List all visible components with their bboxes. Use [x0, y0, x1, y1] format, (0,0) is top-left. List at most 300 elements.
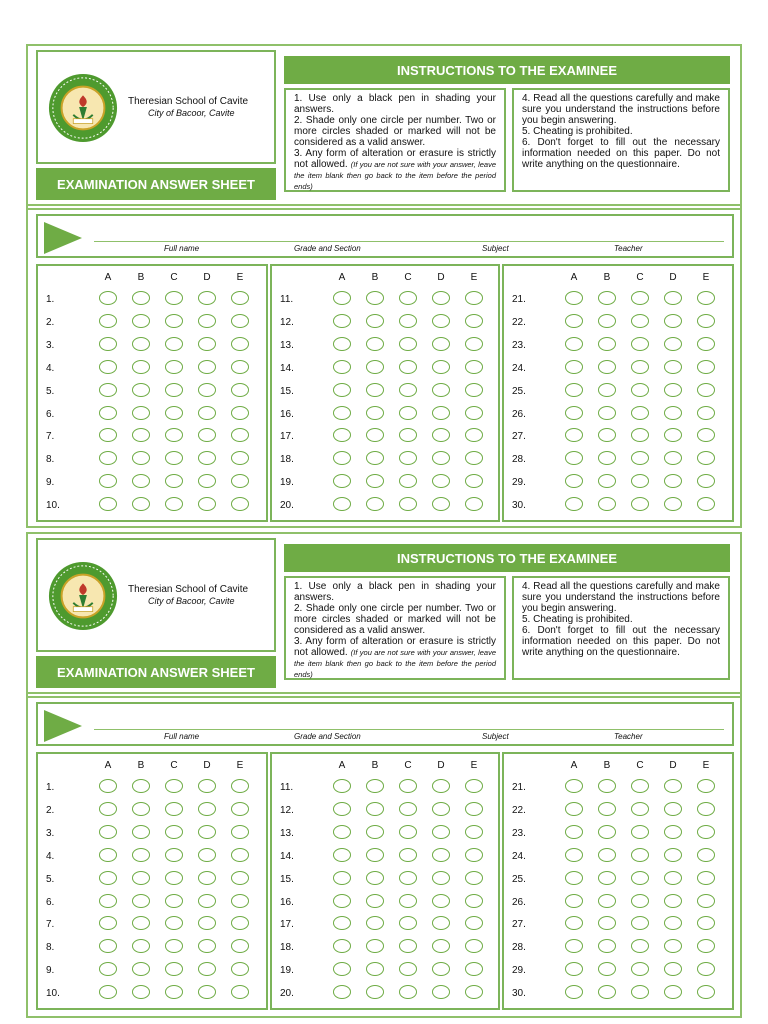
answer-bubble-c[interactable]	[165, 291, 183, 305]
answer-bubble-b[interactable]	[132, 916, 150, 930]
answer-bubble-d[interactable]	[432, 383, 450, 397]
answer-bubble-a[interactable]	[565, 291, 583, 305]
answer-bubble-d[interactable]	[432, 497, 450, 511]
answer-bubble-e[interactable]	[465, 428, 483, 442]
answer-bubble-d[interactable]	[198, 360, 216, 374]
answer-bubble-c[interactable]	[399, 802, 417, 816]
answer-bubble-d[interactable]	[198, 894, 216, 908]
answer-bubble-d[interactable]	[198, 802, 216, 816]
answer-bubble-a[interactable]	[333, 497, 351, 511]
answer-bubble-c[interactable]	[399, 314, 417, 328]
answer-bubble-b[interactable]	[366, 802, 384, 816]
answer-bubble-b[interactable]	[598, 291, 616, 305]
answer-bubble-e[interactable]	[465, 962, 483, 976]
answer-bubble-c[interactable]	[631, 406, 649, 420]
answer-bubble-c[interactable]	[399, 871, 417, 885]
answer-bubble-b[interactable]	[598, 802, 616, 816]
answer-bubble-e[interactable]	[697, 825, 715, 839]
answer-bubble-e[interactable]	[697, 779, 715, 793]
answer-bubble-d[interactable]	[664, 314, 682, 328]
answer-bubble-c[interactable]	[399, 474, 417, 488]
answer-bubble-a[interactable]	[99, 497, 117, 511]
answer-bubble-d[interactable]	[198, 337, 216, 351]
answer-bubble-c[interactable]	[165, 802, 183, 816]
answer-bubble-e[interactable]	[465, 497, 483, 511]
answer-bubble-e[interactable]	[231, 802, 249, 816]
answer-bubble-e[interactable]	[231, 939, 249, 953]
answer-bubble-e[interactable]	[697, 802, 715, 816]
answer-bubble-b[interactable]	[598, 451, 616, 465]
answer-bubble-a[interactable]	[565, 451, 583, 465]
answer-bubble-e[interactable]	[697, 314, 715, 328]
answer-bubble-c[interactable]	[631, 825, 649, 839]
answer-bubble-c[interactable]	[165, 497, 183, 511]
answer-bubble-d[interactable]	[664, 360, 682, 374]
answer-bubble-e[interactable]	[231, 985, 249, 999]
answer-bubble-c[interactable]	[399, 962, 417, 976]
answer-bubble-e[interactable]	[231, 779, 249, 793]
answer-bubble-b[interactable]	[132, 337, 150, 351]
answer-bubble-b[interactable]	[366, 337, 384, 351]
answer-bubble-d[interactable]	[664, 451, 682, 465]
answer-bubble-d[interactable]	[198, 497, 216, 511]
answer-bubble-a[interactable]	[99, 825, 117, 839]
answer-bubble-b[interactable]	[598, 383, 616, 397]
answer-bubble-c[interactable]	[631, 916, 649, 930]
answer-bubble-a[interactable]	[99, 337, 117, 351]
answer-bubble-e[interactable]	[231, 497, 249, 511]
answer-bubble-b[interactable]	[598, 848, 616, 862]
answer-bubble-a[interactable]	[99, 779, 117, 793]
answer-bubble-a[interactable]	[565, 985, 583, 999]
answer-bubble-a[interactable]	[333, 360, 351, 374]
answer-bubble-a[interactable]	[333, 871, 351, 885]
answer-bubble-d[interactable]	[432, 802, 450, 816]
answer-bubble-c[interactable]	[165, 894, 183, 908]
answer-bubble-d[interactable]	[198, 451, 216, 465]
answer-bubble-e[interactable]	[465, 406, 483, 420]
answer-bubble-c[interactable]	[165, 383, 183, 397]
answer-bubble-d[interactable]	[664, 428, 682, 442]
answer-bubble-c[interactable]	[399, 428, 417, 442]
answer-bubble-a[interactable]	[333, 825, 351, 839]
answer-bubble-c[interactable]	[165, 360, 183, 374]
answer-bubble-c[interactable]	[631, 428, 649, 442]
answer-bubble-a[interactable]	[565, 474, 583, 488]
answer-bubble-c[interactable]	[399, 451, 417, 465]
answer-bubble-a[interactable]	[565, 871, 583, 885]
answer-bubble-a[interactable]	[333, 291, 351, 305]
answer-bubble-e[interactable]	[231, 337, 249, 351]
answer-bubble-c[interactable]	[631, 779, 649, 793]
answer-bubble-b[interactable]	[132, 985, 150, 999]
answer-bubble-e[interactable]	[465, 779, 483, 793]
answer-bubble-d[interactable]	[198, 779, 216, 793]
answer-bubble-e[interactable]	[697, 406, 715, 420]
answer-bubble-d[interactable]	[198, 916, 216, 930]
answer-bubble-a[interactable]	[99, 985, 117, 999]
answer-bubble-d[interactable]	[432, 916, 450, 930]
answer-bubble-b[interactable]	[598, 360, 616, 374]
answer-bubble-b[interactable]	[366, 779, 384, 793]
answer-bubble-c[interactable]	[631, 894, 649, 908]
answer-bubble-a[interactable]	[333, 962, 351, 976]
answer-bubble-d[interactable]	[664, 337, 682, 351]
answer-bubble-c[interactable]	[399, 916, 417, 930]
answer-bubble-b[interactable]	[132, 848, 150, 862]
answer-bubble-d[interactable]	[664, 406, 682, 420]
answer-bubble-d[interactable]	[432, 406, 450, 420]
answer-bubble-e[interactable]	[465, 916, 483, 930]
answer-bubble-b[interactable]	[366, 894, 384, 908]
answer-bubble-a[interactable]	[333, 451, 351, 465]
answer-bubble-e[interactable]	[697, 916, 715, 930]
answer-bubble-b[interactable]	[598, 779, 616, 793]
info-line[interactable]	[94, 241, 724, 242]
answer-bubble-c[interactable]	[631, 474, 649, 488]
answer-bubble-a[interactable]	[99, 802, 117, 816]
answer-bubble-d[interactable]	[432, 939, 450, 953]
answer-bubble-d[interactable]	[198, 383, 216, 397]
answer-bubble-d[interactable]	[664, 894, 682, 908]
answer-bubble-b[interactable]	[366, 314, 384, 328]
answer-bubble-d[interactable]	[432, 291, 450, 305]
answer-bubble-c[interactable]	[399, 825, 417, 839]
answer-bubble-e[interactable]	[231, 962, 249, 976]
answer-bubble-e[interactable]	[697, 474, 715, 488]
answer-bubble-a[interactable]	[565, 848, 583, 862]
answer-bubble-c[interactable]	[631, 337, 649, 351]
answer-bubble-a[interactable]	[565, 825, 583, 839]
answer-bubble-d[interactable]	[664, 825, 682, 839]
answer-bubble-b[interactable]	[598, 497, 616, 511]
answer-bubble-c[interactable]	[631, 497, 649, 511]
answer-bubble-c[interactable]	[399, 291, 417, 305]
answer-bubble-a[interactable]	[99, 428, 117, 442]
answer-bubble-c[interactable]	[631, 985, 649, 999]
answer-bubble-e[interactable]	[231, 894, 249, 908]
answer-bubble-e[interactable]	[465, 985, 483, 999]
answer-bubble-b[interactable]	[132, 871, 150, 885]
answer-bubble-c[interactable]	[165, 825, 183, 839]
answer-bubble-e[interactable]	[231, 291, 249, 305]
answer-bubble-e[interactable]	[697, 871, 715, 885]
answer-bubble-e[interactable]	[697, 497, 715, 511]
answer-bubble-d[interactable]	[664, 985, 682, 999]
answer-bubble-b[interactable]	[598, 871, 616, 885]
answer-bubble-c[interactable]	[165, 871, 183, 885]
answer-bubble-a[interactable]	[565, 428, 583, 442]
answer-bubble-a[interactable]	[565, 314, 583, 328]
answer-bubble-a[interactable]	[333, 428, 351, 442]
answer-bubble-a[interactable]	[99, 871, 117, 885]
answer-bubble-b[interactable]	[366, 383, 384, 397]
answer-bubble-b[interactable]	[598, 962, 616, 976]
answer-bubble-a[interactable]	[333, 779, 351, 793]
answer-bubble-b[interactable]	[132, 939, 150, 953]
answer-bubble-c[interactable]	[631, 962, 649, 976]
answer-bubble-a[interactable]	[333, 406, 351, 420]
answer-bubble-b[interactable]	[132, 451, 150, 465]
answer-bubble-d[interactable]	[198, 962, 216, 976]
answer-bubble-d[interactable]	[432, 871, 450, 885]
answer-bubble-c[interactable]	[165, 848, 183, 862]
answer-bubble-c[interactable]	[399, 337, 417, 351]
answer-bubble-a[interactable]	[333, 802, 351, 816]
answer-bubble-d[interactable]	[198, 825, 216, 839]
answer-bubble-b[interactable]	[132, 962, 150, 976]
answer-bubble-e[interactable]	[697, 939, 715, 953]
answer-bubble-c[interactable]	[165, 314, 183, 328]
answer-bubble-a[interactable]	[333, 314, 351, 328]
answer-bubble-a[interactable]	[99, 360, 117, 374]
answer-bubble-b[interactable]	[366, 428, 384, 442]
answer-bubble-e[interactable]	[465, 314, 483, 328]
answer-bubble-c[interactable]	[165, 451, 183, 465]
answer-bubble-e[interactable]	[697, 962, 715, 976]
answer-bubble-c[interactable]	[165, 779, 183, 793]
answer-bubble-e[interactable]	[697, 985, 715, 999]
answer-bubble-b[interactable]	[366, 825, 384, 839]
answer-bubble-a[interactable]	[99, 848, 117, 862]
answer-bubble-e[interactable]	[465, 451, 483, 465]
answer-bubble-c[interactable]	[165, 474, 183, 488]
answer-bubble-c[interactable]	[165, 337, 183, 351]
answer-bubble-d[interactable]	[198, 848, 216, 862]
answer-bubble-b[interactable]	[132, 383, 150, 397]
answer-bubble-a[interactable]	[99, 939, 117, 953]
answer-bubble-c[interactable]	[165, 939, 183, 953]
answer-bubble-e[interactable]	[231, 474, 249, 488]
answer-bubble-a[interactable]	[565, 779, 583, 793]
answer-bubble-e[interactable]	[465, 474, 483, 488]
answer-bubble-e[interactable]	[697, 337, 715, 351]
answer-bubble-a[interactable]	[333, 985, 351, 999]
answer-bubble-b[interactable]	[132, 314, 150, 328]
answer-bubble-a[interactable]	[99, 406, 117, 420]
answer-bubble-e[interactable]	[465, 894, 483, 908]
answer-bubble-c[interactable]	[165, 428, 183, 442]
answer-bubble-d[interactable]	[664, 962, 682, 976]
answer-bubble-d[interactable]	[664, 871, 682, 885]
answer-bubble-b[interactable]	[598, 916, 616, 930]
answer-bubble-c[interactable]	[399, 894, 417, 908]
answer-bubble-d[interactable]	[198, 939, 216, 953]
answer-bubble-d[interactable]	[664, 779, 682, 793]
answer-bubble-a[interactable]	[565, 497, 583, 511]
answer-bubble-e[interactable]	[465, 939, 483, 953]
answer-bubble-d[interactable]	[432, 825, 450, 839]
answer-bubble-e[interactable]	[697, 383, 715, 397]
answer-bubble-c[interactable]	[399, 497, 417, 511]
answer-bubble-d[interactable]	[432, 779, 450, 793]
answer-bubble-b[interactable]	[598, 474, 616, 488]
answer-bubble-e[interactable]	[465, 848, 483, 862]
answer-bubble-a[interactable]	[99, 962, 117, 976]
info-line[interactable]	[94, 729, 724, 730]
answer-bubble-a[interactable]	[99, 314, 117, 328]
answer-bubble-d[interactable]	[664, 383, 682, 397]
answer-bubble-b[interactable]	[366, 985, 384, 999]
answer-bubble-d[interactable]	[664, 497, 682, 511]
answer-bubble-d[interactable]	[432, 894, 450, 908]
answer-bubble-e[interactable]	[231, 360, 249, 374]
answer-bubble-a[interactable]	[99, 451, 117, 465]
answer-bubble-a[interactable]	[333, 894, 351, 908]
answer-bubble-e[interactable]	[231, 314, 249, 328]
answer-bubble-a[interactable]	[333, 848, 351, 862]
answer-bubble-a[interactable]	[333, 337, 351, 351]
answer-bubble-b[interactable]	[366, 451, 384, 465]
answer-bubble-b[interactable]	[366, 939, 384, 953]
answer-bubble-e[interactable]	[465, 291, 483, 305]
answer-bubble-e[interactable]	[697, 894, 715, 908]
answer-bubble-b[interactable]	[132, 474, 150, 488]
answer-bubble-d[interactable]	[432, 451, 450, 465]
answer-bubble-e[interactable]	[231, 451, 249, 465]
answer-bubble-a[interactable]	[99, 383, 117, 397]
answer-bubble-c[interactable]	[631, 314, 649, 328]
answer-bubble-e[interactable]	[231, 406, 249, 420]
answer-bubble-d[interactable]	[664, 291, 682, 305]
answer-bubble-e[interactable]	[231, 848, 249, 862]
answer-bubble-e[interactable]	[697, 848, 715, 862]
answer-bubble-a[interactable]	[565, 962, 583, 976]
answer-bubble-e[interactable]	[465, 383, 483, 397]
answer-bubble-c[interactable]	[631, 848, 649, 862]
answer-bubble-e[interactable]	[231, 916, 249, 930]
answer-bubble-d[interactable]	[432, 474, 450, 488]
answer-bubble-b[interactable]	[366, 871, 384, 885]
answer-bubble-d[interactable]	[198, 428, 216, 442]
answer-bubble-a[interactable]	[565, 337, 583, 351]
answer-bubble-b[interactable]	[598, 894, 616, 908]
answer-bubble-b[interactable]	[132, 428, 150, 442]
answer-bubble-d[interactable]	[432, 360, 450, 374]
answer-bubble-a[interactable]	[99, 291, 117, 305]
answer-bubble-b[interactable]	[366, 497, 384, 511]
answer-bubble-a[interactable]	[333, 383, 351, 397]
answer-bubble-a[interactable]	[333, 474, 351, 488]
answer-bubble-a[interactable]	[99, 474, 117, 488]
answer-bubble-e[interactable]	[465, 360, 483, 374]
answer-bubble-c[interactable]	[399, 848, 417, 862]
answer-bubble-b[interactable]	[366, 848, 384, 862]
answer-bubble-b[interactable]	[132, 406, 150, 420]
answer-bubble-a[interactable]	[99, 894, 117, 908]
answer-bubble-b[interactable]	[132, 497, 150, 511]
answer-bubble-e[interactable]	[231, 825, 249, 839]
answer-bubble-b[interactable]	[598, 337, 616, 351]
answer-bubble-d[interactable]	[664, 802, 682, 816]
answer-bubble-e[interactable]	[465, 337, 483, 351]
answer-bubble-e[interactable]	[465, 825, 483, 839]
answer-bubble-b[interactable]	[366, 962, 384, 976]
answer-bubble-c[interactable]	[399, 985, 417, 999]
answer-bubble-c[interactable]	[165, 916, 183, 930]
answer-bubble-d[interactable]	[664, 939, 682, 953]
answer-bubble-d[interactable]	[432, 428, 450, 442]
answer-bubble-e[interactable]	[697, 291, 715, 305]
answer-bubble-c[interactable]	[631, 383, 649, 397]
answer-bubble-d[interactable]	[664, 474, 682, 488]
answer-bubble-b[interactable]	[132, 894, 150, 908]
answer-bubble-a[interactable]	[333, 939, 351, 953]
answer-bubble-a[interactable]	[565, 894, 583, 908]
answer-bubble-c[interactable]	[165, 985, 183, 999]
answer-bubble-b[interactable]	[132, 825, 150, 839]
answer-bubble-e[interactable]	[697, 451, 715, 465]
answer-bubble-a[interactable]	[565, 802, 583, 816]
answer-bubble-b[interactable]	[132, 802, 150, 816]
answer-bubble-b[interactable]	[366, 916, 384, 930]
answer-bubble-c[interactable]	[631, 451, 649, 465]
answer-bubble-c[interactable]	[631, 360, 649, 374]
answer-bubble-c[interactable]	[631, 802, 649, 816]
answer-bubble-b[interactable]	[366, 474, 384, 488]
answer-bubble-c[interactable]	[399, 406, 417, 420]
answer-bubble-a[interactable]	[565, 939, 583, 953]
answer-bubble-d[interactable]	[664, 848, 682, 862]
answer-bubble-d[interactable]	[432, 962, 450, 976]
answer-bubble-b[interactable]	[132, 360, 150, 374]
answer-bubble-d[interactable]	[198, 871, 216, 885]
answer-bubble-d[interactable]	[432, 985, 450, 999]
answer-bubble-d[interactable]	[198, 406, 216, 420]
answer-bubble-e[interactable]	[231, 428, 249, 442]
answer-bubble-d[interactable]	[198, 314, 216, 328]
answer-bubble-e[interactable]	[465, 802, 483, 816]
answer-bubble-c[interactable]	[399, 939, 417, 953]
answer-bubble-c[interactable]	[399, 360, 417, 374]
answer-bubble-b[interactable]	[598, 825, 616, 839]
answer-bubble-c[interactable]	[399, 779, 417, 793]
answer-bubble-b[interactable]	[366, 406, 384, 420]
answer-bubble-e[interactable]	[231, 383, 249, 397]
answer-bubble-c[interactable]	[399, 383, 417, 397]
answer-bubble-b[interactable]	[598, 939, 616, 953]
answer-bubble-d[interactable]	[432, 314, 450, 328]
answer-bubble-a[interactable]	[99, 916, 117, 930]
answer-bubble-d[interactable]	[432, 848, 450, 862]
answer-bubble-c[interactable]	[631, 291, 649, 305]
answer-bubble-a[interactable]	[565, 360, 583, 374]
answer-bubble-d[interactable]	[432, 337, 450, 351]
answer-bubble-b[interactable]	[598, 314, 616, 328]
answer-bubble-e[interactable]	[231, 871, 249, 885]
answer-bubble-b[interactable]	[598, 406, 616, 420]
answer-bubble-d[interactable]	[664, 916, 682, 930]
answer-bubble-d[interactable]	[198, 474, 216, 488]
answer-bubble-a[interactable]	[333, 916, 351, 930]
answer-bubble-a[interactable]	[565, 916, 583, 930]
answer-bubble-b[interactable]	[132, 779, 150, 793]
answer-bubble-a[interactable]	[565, 383, 583, 397]
answer-bubble-c[interactable]	[165, 406, 183, 420]
answer-bubble-c[interactable]	[165, 962, 183, 976]
answer-bubble-b[interactable]	[598, 428, 616, 442]
answer-bubble-d[interactable]	[198, 291, 216, 305]
answer-bubble-b[interactable]	[132, 291, 150, 305]
answer-bubble-a[interactable]	[565, 406, 583, 420]
answer-bubble-c[interactable]	[631, 939, 649, 953]
answer-bubble-b[interactable]	[598, 985, 616, 999]
answer-bubble-e[interactable]	[465, 871, 483, 885]
answer-bubble-c[interactable]	[631, 871, 649, 885]
answer-bubble-e[interactable]	[697, 360, 715, 374]
answer-bubble-b[interactable]	[366, 291, 384, 305]
answer-bubble-b[interactable]	[366, 360, 384, 374]
